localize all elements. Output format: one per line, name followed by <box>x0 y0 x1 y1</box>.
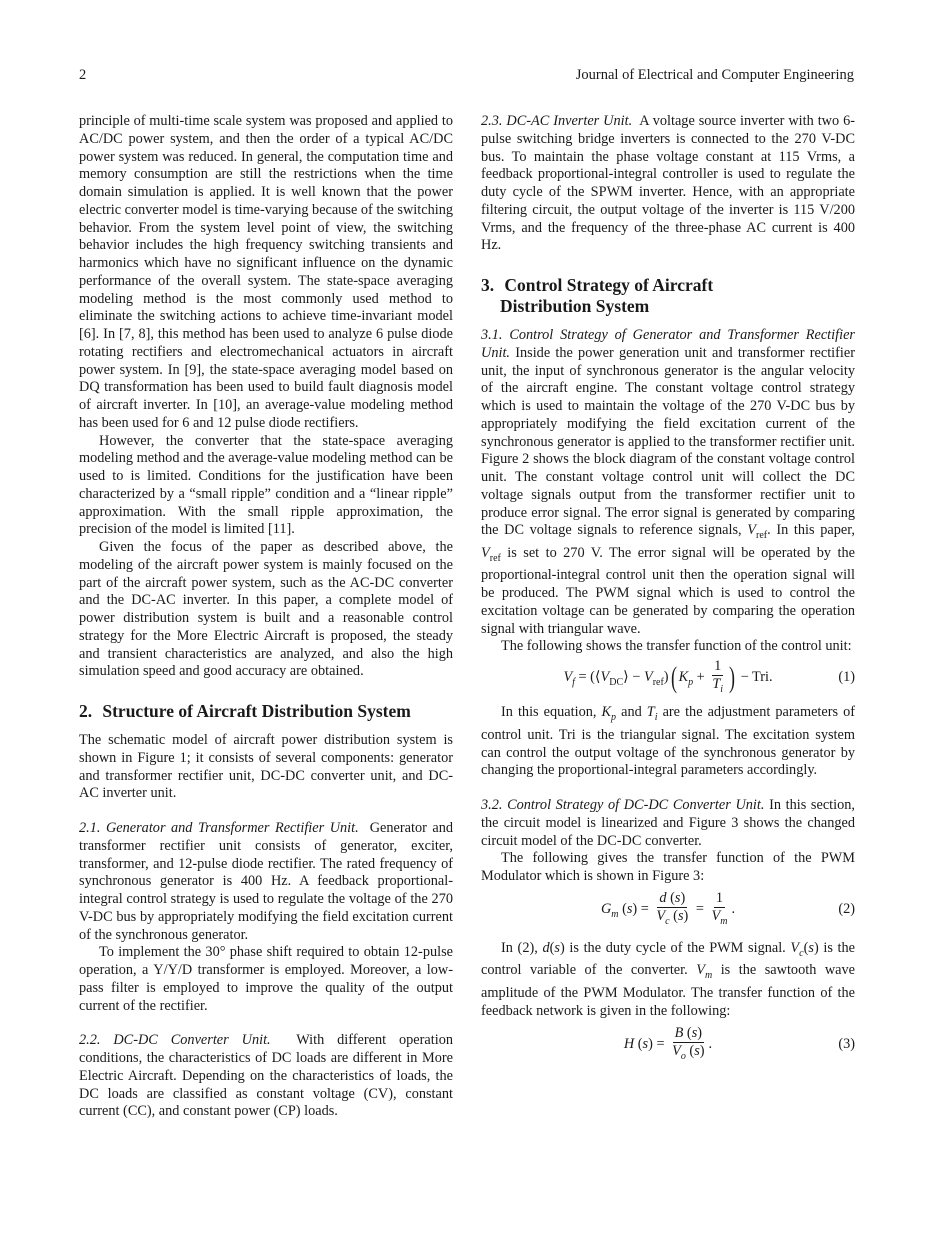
paragraph-structure: The schematic model of aircraft power distribution system is shown in Figure 1; it consists of several components: generator and transformer rectifier unit, DC-DC converter unit, and DC-AC inverter unit. <box>79 732 453 802</box>
subsection-2-1: 2.1. Generator and Transformer Rectifier Unit. Generator and transformer rectifier unit consists of generator, exciter, transformer, and 12-pulse diode rectifier. The rated frequency of synchronous generator is 400 Hz. A feedback proportional-integral control strategy is used to regulate the voltage of the 270 V-DC bus by appropriately modifying the field excitation current of the synchronous generator. <box>79 820 454 943</box>
equation-2: $G_m$ (s) = $\frac{d (s)}{V_c (s)}$ = $\frac{1}{V_m}$ . (2) <box>600 889 855 927</box>
paragraph-intro-cont: principle of multi-time scale system was proposed and applied to AC/DC power system, and then the order of a typical AC/DC power system was reduced. In general, the computation time and memory consumption are still the restrictions when the time domain simulation is applied. It is well known that the power electric converter model is time-varying because of the switching behavior. From the system level point of view, the switching behavior includes the high frequency switching transients and harmonics which have no significant influence on the dynamic performance of the overall system. The state-space averaging modeling method is the most commonly used method to eliminate the switching actions to achieve time-invariant model [6]. In [7, 8], this method has been used to analyze 6 pulse diode rotating rectifiers and electromechanical actuators in aircraft power system. In [9], the state-space averaging model based on DQ transformation has been used to build fault diagnosis model of aircraft inverter. In [10], an average-value modeling method has been used for 6 and 12 pulse diode rectifiers. <box>79 113 453 431</box>
paragraph-focus: Given the focus of the paper as described above, the modeling of the aircraft power system is mainly focused on the part of the aircraft power system, such as the AC-DC converter and the DC-AC inverter. In this paper, a complete model of power distribution system is built and a reasonable control strategy for the More Electric Aircraft is proposed, the steady and transient characteristics are analyzed, and also the high simulation speed and good accuracy are obtained. <box>79 539 453 680</box>
right-column <box>481 113 855 1069</box>
subsection-3-2: 3.2. Control Strategy of DC-DC Converter Unit. In this section, the circuit model is linearized and Figure 3 shows the changed circuit model of the DC-DC converter. <box>481 797 855 849</box>
left-column <box>79 113 453 1121</box>
section-3-heading: 3. Control Strategy of Aircraft Distribution System <box>481 275 714 316</box>
paragraph-phase-shift: To implement the 30° phase shift required to obtain 12-pulse operation, a Y/Y/D transformer is employed. Moreover, a low-pass filter is employed to improve the quality of the output current of the rectifier. <box>79 944 453 1014</box>
subsection-3-1: 3.1. Control Strategy of Generator and Transformer Rectifier Unit. Inside the power generation unit and transformer rectifier unit, the input of synchronous generator is the angular velocity of the aircraft engine. The constant voltage control strategy which is used to maintain the voltage of the 270 V-DC bus by appropriately modifying the field excitation current of the synchronous generator is applied to the transformer rectifier unit. Figure 2 shows the block diagram of the constant voltage control unit. The constant voltage control unit will collect the DC voltage signals output from the transformer rectifier unit to produce error signal. The error signal is generated by comparing the DC voltage signals to reference signals, $V_{ref}$. In this paper, $V_{ref}$ is set to 270 V. The error signal will be operated by the proportional-integral control unit then the operation signal will be produced. The PWM signal which is used to control the excitation voltage can be generated by comparing the operation signal with triangular wave. <box>481 327 855 637</box>
subsection-2-3: 2.3. DC-AC Inverter Unit. A voltage source inverter with two 6-pulse switching bridge inverters is connected to the 270 V-DC bus. To maintain the phase voltage constant at 115 Vrms, a feedback proportional-integral controller is used to regulate the duty cycle of the SPWM inverter. Hence, with an appropriate filtering circuit, the output voltage of the inverter is 115 V/200 Vrms, and the frequency of the three-phase AC current is 400 Hz. <box>481 113 855 254</box>
page-number: 2 <box>79 67 87 83</box>
equation-1: $V_f$ = $(⟨V_{DC}⟩ - V_{ref})$( $K_p$ + $\frac{1}{T_i}$ ) − Tri. (1) <box>563 658 855 696</box>
paragraph-pwm: The following gives the transfer function of the PWM Modulator which is shown in Figure 3: <box>481 850 855 885</box>
paragraph-eq1-explain: In this equation, $K_p$ and $T_i$ are the adjustment parameters of control unit. Tri is the triangular signal. The excitation system can control the output voltage of the synchronous generator by changing the proportional-integral parameters accordingly. <box>481 704 856 779</box>
paragraph-eq2-explain: In (2), d(s) is the duty cycle of the PWM signal. $V_c(s)$ is the control variable of the converter. $V_m$ is the sawtooth wave amplitude of the PWM Modulator. The transfer function of the feedback network is given in the following: <box>481 939 856 1019</box>
section-2-heading: 2. Structure of Aircraft Distribution System <box>79 701 411 721</box>
paragraph-limitations: However, the converter that the state-space averaging modeling method and the average-value modeling method can be used to is limited. Conditions for the justification have been characterized by a “small ripple” condition and a “linear ripple” approximation. With the small ripple approximation, the precision of the model is limited [11]. <box>79 432 453 538</box>
equation-3: H (s) = $\frac{B (s)}{V_o (s)}$ . (3) <box>623 1024 855 1062</box>
paragraph-transfer-intro: The following shows the transfer function of the control unit: <box>501 638 852 655</box>
subsection-2-2: 2.2. DC-DC Converter Unit. With different operation conditions, the characteristics of DC loads are different in More Electric Aircraft. Depending on the characteristics of loads, the DC loads are classified as constant voltage (CV), constant current (CC), and constant power (CP) loads. <box>79 1032 453 1120</box>
journal-title: Journal of Electrical and Computer Engineering <box>575 67 854 83</box>
